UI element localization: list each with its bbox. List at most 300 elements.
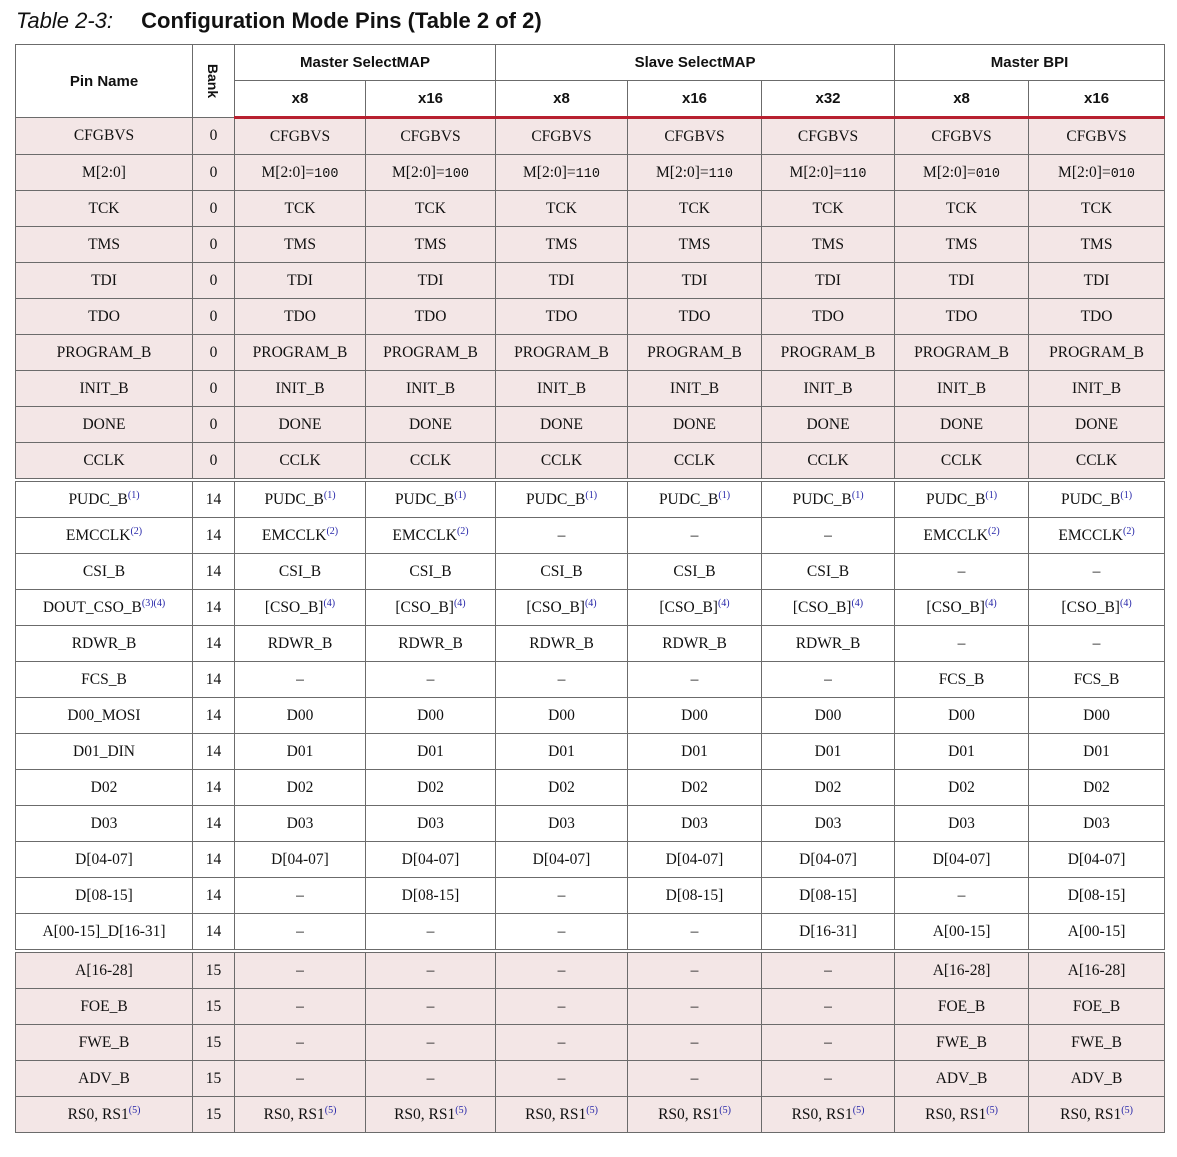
- footnote-link[interactable]: (4): [851, 598, 864, 609]
- mode-cell: [496, 1097, 628, 1133]
- cell-text: M[2:0]=: [392, 163, 445, 181]
- bank-cell: 15: [193, 989, 235, 1025]
- mode-cell: [628, 227, 762, 263]
- cell-text: DONE: [539, 415, 584, 433]
- mode-cell: [895, 554, 1029, 590]
- mode-cell: [628, 590, 762, 626]
- footnote-link[interactable]: (5): [986, 1105, 998, 1116]
- mode-cell: [895, 191, 1029, 227]
- table-row: [16, 806, 1165, 842]
- cell-text: D01: [548, 742, 575, 760]
- pin-name-cell: [16, 842, 193, 878]
- cell-text: TDO: [414, 307, 447, 325]
- cell-text: M[2:0]=: [923, 163, 976, 181]
- table-row: [16, 371, 1165, 407]
- cell-text: D00: [548, 706, 575, 724]
- mode-cell: [628, 335, 762, 371]
- footnote-link[interactable]: (5): [719, 1105, 731, 1116]
- cell-text: DONE: [82, 415, 126, 433]
- footnote-link[interactable]: (2): [1122, 526, 1135, 537]
- mode-cell: [496, 118, 628, 155]
- cell-text: TDO: [284, 307, 316, 325]
- cell-text: EMCCLK: [1058, 527, 1123, 544]
- cell-text: CCLK: [940, 451, 983, 469]
- cell-text: FOE_B: [937, 997, 986, 1015]
- mode-cell: [1029, 734, 1165, 770]
- mode-cell: [628, 951, 762, 989]
- footnote-link[interactable]: (2): [987, 526, 1000, 537]
- cell-text: D[08-15]: [75, 886, 133, 904]
- bank-cell: 0: [193, 191, 235, 227]
- width-header: x16: [1029, 81, 1165, 118]
- cell-text: –: [557, 526, 566, 544]
- cell-text: RDWR_B: [795, 634, 861, 652]
- table-row: [16, 951, 1165, 989]
- pin-name-cell: [16, 662, 193, 698]
- mode-cell: [235, 263, 366, 299]
- footnote-link[interactable]: (1): [1120, 490, 1133, 501]
- cell-text: –: [824, 670, 832, 688]
- mode-cell: [895, 590, 1029, 626]
- bank-cell: 14: [193, 590, 235, 626]
- cell-text: [CSO_B]: [926, 599, 985, 616]
- mode-cell: [235, 734, 366, 770]
- mode-cell: [496, 626, 628, 662]
- cell-text: TCK: [88, 199, 120, 217]
- cell-text: TDI: [815, 271, 841, 289]
- cell-text: RDWR_B: [662, 634, 727, 652]
- footnote-link[interactable]: (5): [1121, 1105, 1133, 1116]
- cell-text: D02: [948, 778, 975, 796]
- cell-code-value: 110: [842, 166, 867, 182]
- cell-text: TDI: [681, 271, 708, 289]
- cell-text: CFGBVS: [664, 127, 725, 145]
- cell-text: RS0, RS1: [394, 1106, 456, 1123]
- pin-name-cell: [16, 878, 193, 914]
- cell-text: D02: [681, 778, 708, 796]
- table-row: [16, 263, 1165, 299]
- footnote-link[interactable]: (2): [130, 526, 143, 537]
- cell-code-value: 100: [444, 166, 469, 182]
- cell-code-value: 110: [575, 166, 600, 182]
- footnote-link[interactable]: (4): [984, 598, 997, 609]
- mode-cell: [496, 191, 628, 227]
- mode-cell: [366, 662, 496, 698]
- mode-cell: [762, 191, 895, 227]
- cell-text: [CSO_B]: [264, 599, 324, 616]
- mode-cell: [235, 1025, 366, 1061]
- cell-text: CSI_B: [540, 562, 583, 580]
- cell-text: ADV_B: [935, 1069, 988, 1087]
- mode-cell: [366, 299, 496, 335]
- cell-text: D00: [681, 706, 708, 724]
- mode-cell: [235, 518, 366, 554]
- footnote-link[interactable]: (3)(4): [141, 598, 166, 609]
- mode-cell: [496, 335, 628, 371]
- cell-text: PROGRAM_B: [647, 343, 742, 361]
- cell-text: D[04-07]: [75, 850, 133, 868]
- cell-text: FOE_B: [80, 997, 128, 1015]
- cell-text: TDI: [417, 271, 444, 289]
- mode-cell: [762, 1025, 895, 1061]
- mode-cell: [496, 263, 628, 299]
- mode-cell: [1029, 263, 1165, 299]
- mode-cell: [496, 842, 628, 878]
- mode-cell: [366, 698, 496, 734]
- mode-cell: [1029, 626, 1165, 662]
- mode-cell: [235, 191, 366, 227]
- bank-cell: 0: [193, 335, 235, 371]
- mode-cell: [1029, 770, 1165, 806]
- mode-cell: [895, 770, 1029, 806]
- cell-text: CSI_B: [806, 562, 850, 580]
- mode-cell: [628, 518, 762, 554]
- cell-text: TCK: [679, 199, 710, 217]
- cell-text: D01: [681, 742, 708, 760]
- mode-cell: [762, 335, 895, 371]
- bank-cell: 14: [193, 806, 235, 842]
- width-header: x8: [496, 81, 628, 118]
- footnote-link[interactable]: (2): [456, 526, 469, 537]
- mode-cell: [762, 554, 895, 590]
- footnote-link[interactable]: (5): [324, 1105, 337, 1116]
- footnote-link[interactable]: (4): [717, 598, 730, 609]
- cell-text: D[04-07]: [932, 850, 991, 868]
- cell-text: D01: [1083, 742, 1110, 760]
- mode-cell: [762, 989, 895, 1025]
- cell-text: A[00-15]: [1067, 922, 1126, 940]
- pin-name-cell: [16, 1061, 193, 1097]
- cell-text: PUDC_B: [925, 491, 986, 508]
- cell-text: INIT_B: [536, 379, 587, 397]
- cell-text: D[16-31]: [799, 922, 857, 940]
- bank-label: Bank: [205, 63, 222, 98]
- bank-cell: 14: [193, 554, 235, 590]
- cell-text: D01: [948, 742, 975, 760]
- cell-text: D01: [417, 742, 444, 760]
- cell-text: DONE: [278, 415, 322, 433]
- mode-cell: [628, 480, 762, 518]
- footnote-link[interactable]: (1): [851, 490, 864, 501]
- pin-name-cell: [16, 118, 193, 155]
- cell-text: TDI: [1083, 271, 1110, 289]
- cell-text: D02: [417, 778, 444, 796]
- mode-cell: [1029, 951, 1165, 989]
- mode-cell: [628, 878, 762, 914]
- pin-name-cell: [16, 698, 193, 734]
- mode-cell: [895, 518, 1029, 554]
- cell-text: RS0, RS1: [525, 1106, 587, 1123]
- pin-name-cell: [16, 734, 193, 770]
- footnote-link[interactable]: (4): [453, 598, 466, 609]
- cell-text: FOE_B: [1072, 997, 1121, 1015]
- bank-cell: 14: [193, 480, 235, 518]
- mode-cell: [628, 989, 762, 1025]
- bank-cell: 0: [193, 407, 235, 443]
- cell-text: –: [426, 1033, 435, 1051]
- mode-cell: [1029, 1097, 1165, 1133]
- mode-cell: [366, 263, 496, 299]
- cell-text: D[04-07]: [1067, 850, 1126, 868]
- footnote-link[interactable]: (2): [326, 526, 339, 537]
- footnote-link[interactable]: (1): [454, 490, 467, 501]
- cell-text: CSI_B: [409, 562, 452, 580]
- pin-name-cell: [16, 371, 193, 407]
- cell-text: INIT_B: [669, 379, 720, 397]
- mode-cell: [235, 335, 366, 371]
- mode-cell: [496, 770, 628, 806]
- cell-text: –: [426, 1069, 435, 1087]
- mode-cell: [895, 734, 1029, 770]
- mode-cell: [628, 118, 762, 155]
- table-row: [16, 662, 1165, 698]
- mode-cell: [496, 299, 628, 335]
- cell-text: INIT_B: [1071, 379, 1122, 397]
- cell-text: D00: [948, 706, 975, 724]
- cell-text: TCK: [1081, 199, 1113, 217]
- cell-text: TMS: [678, 235, 711, 253]
- mode-cell: [496, 806, 628, 842]
- cell-text: TDO: [88, 307, 120, 325]
- table-row: [16, 878, 1165, 914]
- cell-text: CFGBVS: [1066, 127, 1127, 145]
- cell-text: –: [426, 922, 435, 940]
- cell-text: –: [690, 961, 699, 979]
- cell-text: TDO: [678, 307, 711, 325]
- cell-text: CSI_B: [82, 562, 126, 580]
- mode-cell: [628, 1097, 762, 1133]
- footnote-link[interactable]: (4): [323, 598, 336, 609]
- mode-cell: [366, 626, 496, 662]
- footnote-link[interactable]: (1): [127, 490, 140, 501]
- cell-text: D03: [90, 814, 118, 832]
- cell-text: –: [824, 526, 832, 544]
- cell-text: INIT_B: [405, 379, 456, 397]
- cell-text: –: [957, 634, 966, 652]
- mode-cell: [628, 770, 762, 806]
- mode-cell: [235, 842, 366, 878]
- pin-name-cell: [16, 480, 193, 518]
- width-header: x16: [628, 81, 762, 118]
- footnote-link[interactable]: (1): [323, 490, 336, 501]
- table-row: [16, 1025, 1165, 1061]
- mode-cell: [895, 1097, 1029, 1133]
- bank-cell: 0: [193, 118, 235, 155]
- cell-text: FCS_B: [1073, 670, 1120, 688]
- mode-cell: [366, 227, 496, 263]
- footnote-link[interactable]: (5): [455, 1105, 467, 1116]
- table-row: [16, 155, 1165, 191]
- cell-text: TMS: [812, 235, 844, 253]
- mode-cell: [235, 989, 366, 1025]
- cell-text: TMS: [1080, 235, 1113, 253]
- mode-cell: [1029, 1025, 1165, 1061]
- mode-cell: [628, 443, 762, 481]
- cell-text: –: [296, 961, 304, 979]
- cell-text: RDWR_B: [529, 634, 594, 652]
- cell-text: –: [296, 922, 304, 940]
- bank-cell: 15: [193, 1097, 235, 1133]
- mode-cell: [628, 662, 762, 698]
- cell-text: D[04-07]: [401, 850, 460, 868]
- mode-cell: [762, 443, 895, 481]
- cell-text: TMS: [945, 235, 978, 253]
- cell-text: –: [296, 1069, 304, 1087]
- group-header-master-bpi: Master BPI: [895, 45, 1165, 81]
- table-caption: [16, 8, 542, 38]
- cell-text: –: [296, 670, 304, 688]
- cell-text: PUDC_B: [792, 491, 852, 508]
- footnote-link[interactable]: (1): [985, 490, 998, 501]
- cell-text: CCLK: [673, 451, 716, 469]
- cell-text: [CSO_B]: [792, 599, 852, 616]
- table-row: [16, 443, 1165, 481]
- column-header-pin-name: Pin Name: [16, 45, 193, 118]
- cell-text: –: [690, 997, 699, 1015]
- cell-text: D03: [286, 814, 314, 832]
- bank-cell: 0: [193, 263, 235, 299]
- mode-cell: [366, 371, 496, 407]
- mode-cell: [366, 734, 496, 770]
- mode-cell: [1029, 227, 1165, 263]
- cell-text: –: [557, 997, 566, 1015]
- cell-text: D00: [814, 706, 842, 724]
- mode-cell: [1029, 118, 1165, 155]
- mode-cell: [366, 806, 496, 842]
- bank-cell: 14: [193, 770, 235, 806]
- mode-cell: [235, 480, 366, 518]
- mode-cell: [895, 227, 1029, 263]
- pin-name-cell: [16, 443, 193, 481]
- cell-text: [CSO_B]: [395, 599, 454, 616]
- bank-cell: 14: [193, 518, 235, 554]
- mode-cell: [1029, 299, 1165, 335]
- cell-text: D[04-07]: [271, 850, 329, 868]
- pin-name-cell: [16, 554, 193, 590]
- cell-text: D03: [548, 814, 575, 832]
- mode-cell: [496, 1061, 628, 1097]
- mode-cell: [895, 155, 1029, 191]
- cell-text: –: [1092, 562, 1101, 580]
- cell-text: D[08-15]: [799, 886, 857, 904]
- mode-cell: [895, 989, 1029, 1025]
- mode-cell: [895, 335, 1029, 371]
- mode-cell: [762, 914, 895, 952]
- table-body: [16, 118, 1165, 1133]
- mode-cell: [496, 989, 628, 1025]
- mode-cell: [1029, 371, 1165, 407]
- mode-cell: [235, 227, 366, 263]
- cell-text: –: [557, 670, 566, 688]
- cell-text: DONE: [806, 415, 850, 433]
- cell-text: PUDC_B: [264, 491, 324, 508]
- cell-text: PUDC_B: [658, 491, 719, 508]
- bank-cell: 0: [193, 155, 235, 191]
- mode-cell: [496, 662, 628, 698]
- mode-cell: [235, 590, 366, 626]
- cell-text: TDI: [548, 271, 575, 289]
- mode-cell: [628, 914, 762, 952]
- mode-cell: [762, 518, 895, 554]
- mode-cell: [366, 914, 496, 952]
- mode-cell: [235, 626, 366, 662]
- cell-text: CCLK: [1075, 451, 1118, 469]
- cell-text: TCK: [415, 199, 446, 217]
- mode-cell: [496, 227, 628, 263]
- mode-cell: [895, 118, 1029, 155]
- cell-text: TDI: [91, 271, 117, 289]
- mode-cell: [628, 842, 762, 878]
- cell-text: TDO: [812, 307, 844, 325]
- pin-name-cell: [16, 626, 193, 662]
- cell-text: [CSO_B]: [1061, 599, 1120, 616]
- footnote-link[interactable]: (5): [852, 1105, 865, 1116]
- cell-text: D03: [814, 814, 842, 832]
- bank-cell: 0: [193, 443, 235, 481]
- table-row: [16, 118, 1165, 155]
- cell-text: EMCCLK: [923, 527, 988, 544]
- cell-text: PUDC_B: [525, 491, 586, 508]
- footnote-link[interactable]: (4): [584, 598, 597, 609]
- bank-cell: 14: [193, 914, 235, 952]
- cell-text: –: [690, 922, 699, 940]
- footnote-link[interactable]: (1): [585, 490, 598, 501]
- mode-cell: [895, 443, 1029, 481]
- mode-cell: [496, 480, 628, 518]
- cell-text: EMCCLK: [392, 527, 457, 544]
- mode-cell: [762, 227, 895, 263]
- mode-cell: [1029, 335, 1165, 371]
- mode-cell: [496, 698, 628, 734]
- cell-text: CFGBVS: [400, 127, 461, 145]
- footnote-link[interactable]: (5): [128, 1105, 141, 1116]
- pin-name-cell: [16, 914, 193, 952]
- mode-cell: [628, 734, 762, 770]
- mode-cell: [1029, 191, 1165, 227]
- mode-cell: [628, 155, 762, 191]
- cell-code-value: 110: [708, 166, 733, 182]
- cell-text: D02: [814, 778, 842, 796]
- cell-text: –: [557, 886, 566, 904]
- cell-text: CFGBVS: [269, 127, 331, 145]
- mode-cell: [235, 371, 366, 407]
- footnote-link[interactable]: (5): [586, 1105, 598, 1116]
- mode-cell: [895, 951, 1029, 989]
- mode-cell: [235, 1061, 366, 1097]
- footnote-link[interactable]: (1): [718, 490, 731, 501]
- cell-text: –: [557, 961, 566, 979]
- mode-cell: [235, 806, 366, 842]
- mode-cell: [1029, 554, 1165, 590]
- cell-text: –: [557, 1069, 566, 1087]
- mode-cell: [235, 698, 366, 734]
- mode-cell: [1029, 914, 1165, 952]
- cell-text: D02: [548, 778, 575, 796]
- cell-text: A[00-15]_D[16-31]: [42, 922, 166, 940]
- cell-text: –: [1092, 634, 1101, 652]
- footnote-link[interactable]: (4): [1119, 598, 1132, 609]
- cell-text: CCLK: [540, 451, 583, 469]
- mode-cell: [496, 878, 628, 914]
- cell-text: CSI_B: [278, 562, 322, 580]
- mode-cell: [366, 951, 496, 989]
- mode-cell: [366, 1025, 496, 1061]
- table-row: [16, 227, 1165, 263]
- cell-text: –: [426, 961, 435, 979]
- cell-text: PROGRAM_B: [1049, 343, 1144, 361]
- cell-text: INIT_B: [79, 379, 129, 397]
- cell-text: ADV_B: [78, 1069, 130, 1087]
